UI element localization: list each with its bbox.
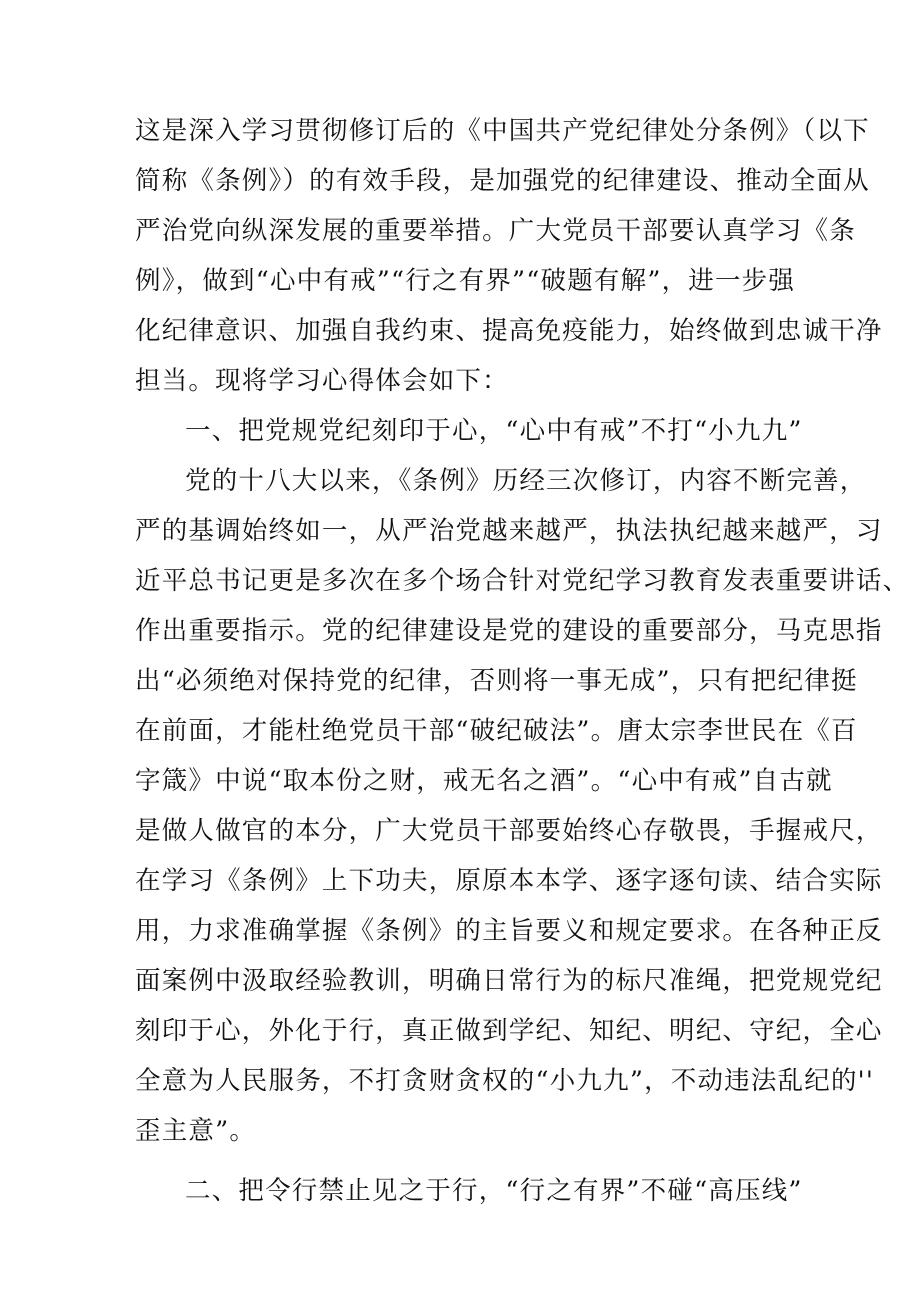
paragraph-line: 出“必须绝对保持党的纪律，否则将一事无成”，只有把纪律挺 [135, 666, 858, 696]
paragraph-line: 字箴》中说“取本份之财，戒无名之酒”。“心中有戒”自古就 [135, 766, 833, 796]
paragraph-line: 简称《条例》）的有效手段，是加强党的纪律建设、推动全面从 [135, 166, 870, 196]
paragraph-line: 全意为人民服务，不打贪财贪权的“小九九”，不动违法乱纪的'' [135, 1066, 875, 1096]
section-heading-1: 一、把党规党纪刻印于心，“心中有戒”不打“小九九” [185, 416, 803, 446]
paragraph-line: 严治党向纵深发展的重要举措。广大党员干部要认真学习《条 [135, 216, 856, 246]
paragraph-line: 作出重要指示。党的纪律建设是党的建设的重要部分，马克思指 [135, 616, 883, 646]
paragraph-line: 担当。现将学习心得体会如下： [135, 366, 509, 396]
paragraph-line: 党的十八大以来，《条例》历经三次修订，内容不断完善， [185, 466, 867, 496]
paragraph-line: 这是深入学习贯彻修订后的《中国共产党纪律处分条例》（以下 [135, 116, 870, 146]
paragraph-line: 是做人做官的本分，广大党员干部要始终心存敬畏，手握戒尺， [135, 816, 883, 846]
paragraph-line: 例》，做到“心中有戒”“行之有界”“破题有解”，进一步强 [135, 266, 796, 296]
paragraph-line: 面案例中汲取经验教训，明确日常行为的标尺准绳，把党规党纪 [135, 966, 883, 996]
paragraph-line: 在学习《条例》上下功夫，原原本本学、逐字逐句读、结合实际 [135, 866, 883, 896]
paragraph-line: 严的基调始终如一，从严治党越来越严，执法执纪越来越严，习 [135, 516, 883, 546]
paragraph-line: 化纪律意识、加强自我约束、提高免疫能力，始终做到忠诚干净 [135, 316, 883, 346]
section-heading-2: 二、把令行禁止见之于行，“行之有界”不碰“高压线” [185, 1176, 803, 1206]
paragraph-line: 歪主意”。 [135, 1116, 257, 1146]
paragraph-line: 用，力求准确掌握《条例》的主旨要义和规定要求。在各种正反 [135, 916, 883, 946]
paragraph-line: 刻印于心，外化于行，真正做到学纪、知纪、明纪、守纪，全心 [135, 1016, 883, 1046]
paragraph-line: 在前面，才能杜绝党员干部“破纪破法”。唐太宗李世民在《百 [135, 716, 858, 746]
paragraph-line: 近平总书记更是多次在多个场合针对党纪学习教育发表重要讲话、 [135, 566, 910, 596]
